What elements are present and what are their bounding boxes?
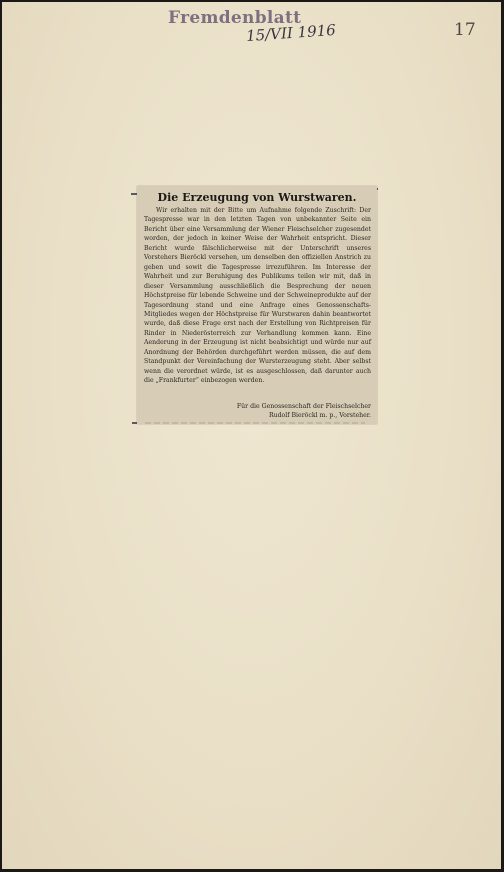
signature-name: Rudolf Bieröckl m. p., Vorsteher. — [268, 412, 371, 419]
newspaper-clipping — [137, 186, 377, 424]
archive-page — [2, 2, 501, 869]
article-body: Wir erhalten mit der Bitte um Aufnahme folgende Zuschrift: Der Tagespresse war in den letzten Tagen von unbekannter Seite ein Bericht über eine Versammlung der Wiener Fleischselcher zugesendet worden, der jedoch in keiner Weise der Wahrheit entspricht. Dieser Bericht wurde fälschlicherweise mit der Unterschrift unseres Vorstehers Bieröckl versehen, um denselben den offiziellen Anstrich zu geben und sowit die Tagespresse irrezuführen. Im Interesse der Wahrheit und zur Beruhigung des Publikums teilen wir mit, daß in dieser Versammlung ausschließlich die Besprechung der neuen Höchstpreise für lebende Schweine und der Schweineprodukte auf der Tagesordnung stand und eine Anfrage eines Genossenschafts-Mitgliedes wegen der Höchstpreise für Wurstwaren dahin beantwortet wurde, daß diese Frage erst nach der Erstellung von Richtpreisen für Rinder in Niederösterreich zur Verhandlung kommen kann. Eine Aenderung in der Erzeugung ist nicht beabsichtigt und würde nur auf Anordnung der Behörden durchgeführt werden müssen, die auf dem Standpunkt der Vereinfachung der Wursterzeugung steht. Aber selbst wenn die verordnet würde, ist es ausgeschlossen, daß darunter auch die „Frankfurter“ einbezogen werden. — [144, 207, 371, 385]
signature-organization: Für die Genossenschaft der Fleischselcher — [236, 403, 371, 410]
cut-edge-remnant — [145, 422, 365, 424]
newspaper-source-stamp: Fremdenblatt — [168, 8, 302, 28]
page-number: 17 — [454, 20, 476, 40]
article-signature — [197, 402, 371, 420]
article-headline: Die Erzeugung von Wurstwaren. — [157, 191, 357, 204]
handwritten-date: 15/VII 1916 — [245, 20, 337, 46]
